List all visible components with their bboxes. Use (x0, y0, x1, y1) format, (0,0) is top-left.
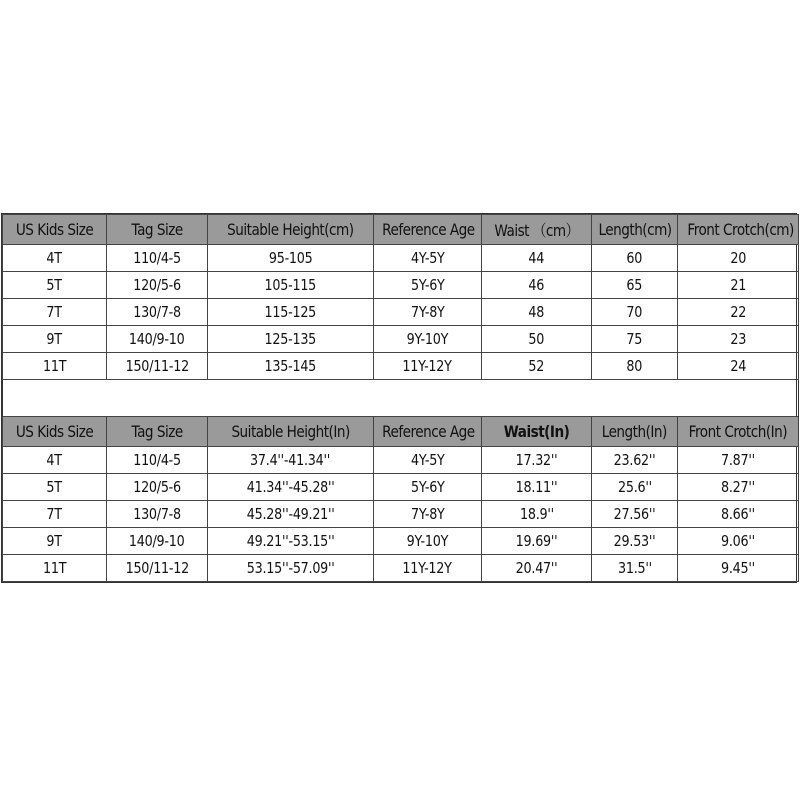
table-cell (678, 299, 799, 326)
cell-value: 9T (46, 532, 63, 550)
cell-value: 19.69'' (515, 532, 558, 550)
table-cell (678, 326, 799, 353)
table-cell (482, 353, 592, 380)
table-cell (678, 272, 799, 299)
table-cell (592, 272, 678, 299)
cell-value: 75 (626, 330, 643, 348)
table-cell (482, 245, 592, 272)
cell-value: 8.66'' (721, 505, 755, 523)
table-cell (107, 353, 208, 380)
column-header (482, 417, 592, 447)
cell-value: 9.45'' (721, 559, 755, 577)
column-header (3, 215, 107, 245)
cell-value: 11T (42, 559, 67, 577)
cell-value: 53.15''-57.09'' (246, 559, 335, 577)
cell-value: 110/4-5 (133, 249, 181, 267)
column-header-label: Waist(In) (503, 422, 570, 441)
cell-value: 22 (730, 303, 746, 321)
column-header (678, 215, 799, 245)
table-cell (208, 555, 374, 582)
table-cell (3, 299, 107, 326)
table-cell (592, 528, 678, 555)
table-cell (3, 326, 107, 353)
column-header (208, 417, 374, 447)
column-header-label: Front Crotch(cm) (687, 220, 794, 239)
cell-value: 11Y-12Y (402, 559, 453, 577)
cell-value: 9.06'' (721, 532, 755, 550)
size-chart (1, 213, 797, 583)
table-cell (208, 299, 374, 326)
table-row (3, 245, 799, 272)
table-cell (107, 326, 208, 353)
table-cell (592, 447, 678, 474)
cell-value: 20.47'' (515, 559, 558, 577)
table-cell (374, 245, 482, 272)
column-header-label: Tag Size (131, 220, 183, 239)
table-cell (592, 555, 678, 582)
table-cell (3, 528, 107, 555)
cm_table-header-row (3, 215, 799, 245)
cell-value: 65 (626, 276, 643, 294)
table-cell (3, 501, 107, 528)
cell-value: 120/5-6 (133, 478, 181, 496)
table-row (3, 528, 799, 555)
table-cell (107, 501, 208, 528)
cell-value: 135-145 (264, 357, 317, 375)
table-cell (374, 299, 482, 326)
cell-value: 11T (42, 357, 67, 375)
cell-value: 29.53'' (613, 532, 656, 550)
table-cell (374, 528, 482, 555)
table-cell (592, 474, 678, 501)
table-cell (208, 272, 374, 299)
table-cell (208, 245, 374, 272)
table-cell (374, 272, 482, 299)
table-cell (3, 474, 107, 501)
column-header (374, 417, 482, 447)
table-cell (107, 299, 208, 326)
cell-value: 70 (626, 303, 643, 321)
cell-value: 60 (626, 249, 643, 267)
table-row (3, 272, 799, 299)
cell-value: 27.56'' (613, 505, 656, 523)
table-row (3, 555, 799, 582)
cell-value: 23 (730, 330, 746, 348)
table-cell (208, 326, 374, 353)
cell-value: 24 (730, 357, 746, 375)
table-cell (3, 272, 107, 299)
column-header-label: US Kids Size (15, 422, 94, 441)
table-cell (482, 501, 592, 528)
column-header (678, 417, 799, 447)
column-header-label: Tag Size (131, 422, 183, 441)
table-cell (107, 245, 208, 272)
column-header-label: Waist （cm） (494, 221, 579, 240)
cell-value: 9T (46, 330, 63, 348)
table-cell (482, 447, 592, 474)
cell-value: 95-105 (268, 249, 313, 267)
cell-value: 23.62'' (613, 451, 656, 469)
size-table (2, 214, 799, 582)
cm-table-body (3, 215, 799, 380)
cell-value: 11Y-12Y (402, 357, 453, 375)
table-cell (592, 299, 678, 326)
table-cell (107, 528, 208, 555)
table-cell (208, 528, 374, 555)
cell-value: 5Y-6Y (410, 478, 445, 496)
cell-value: 46 (528, 276, 545, 294)
table-cell (3, 245, 107, 272)
gap-cell (3, 380, 799, 417)
cell-value: 7Y-8Y (410, 303, 445, 321)
cell-value: 25.6'' (617, 478, 652, 496)
column-header (482, 215, 592, 245)
cell-value: 52 (528, 357, 545, 375)
table-cell (678, 474, 799, 501)
column-header (107, 215, 208, 245)
cell-value: 130/7-8 (133, 505, 181, 523)
cell-value: 18.11'' (515, 478, 558, 496)
cell-value: 5T (46, 478, 63, 496)
cell-value: 17.32'' (515, 451, 558, 469)
table-cell (208, 447, 374, 474)
table-cell (678, 245, 799, 272)
table-row (3, 299, 799, 326)
table-row (3, 474, 799, 501)
table-cell (482, 326, 592, 353)
cell-value: 8.27'' (721, 478, 755, 496)
cell-value: 130/7-8 (133, 303, 181, 321)
table-cell (374, 353, 482, 380)
table-row (3, 353, 799, 380)
table-gap (3, 380, 799, 417)
cell-value: 41.34''-45.28'' (246, 478, 335, 496)
cell-value: 50 (528, 330, 545, 348)
column-header (208, 215, 374, 245)
cell-value: 120/5-6 (133, 276, 181, 294)
cell-value: 4Y-5Y (410, 249, 445, 267)
column-header (107, 417, 208, 447)
in_table-header-row (3, 417, 799, 447)
table-cell (374, 555, 482, 582)
table-cell (208, 474, 374, 501)
cell-value: 4Y-5Y (410, 451, 445, 469)
table-cell (482, 528, 592, 555)
column-header-label: Length(cm) (598, 220, 672, 239)
table-cell (107, 555, 208, 582)
cell-value: 45.28''-49.21'' (246, 505, 335, 523)
table-cell (482, 474, 592, 501)
table-cell (482, 299, 592, 326)
cell-value: 9Y-10Y (406, 330, 449, 348)
table-cell (678, 555, 799, 582)
cell-value: 7Y-8Y (410, 505, 445, 523)
table-cell (107, 272, 208, 299)
inch-table-body (3, 417, 799, 582)
cell-value: 125-135 (264, 330, 317, 348)
column-header-label: Reference Age (382, 422, 475, 441)
table-cell (3, 353, 107, 380)
cell-value: 140/9-10 (129, 330, 185, 348)
cell-value: 18.9'' (519, 505, 554, 523)
cell-value: 5Y-6Y (410, 276, 445, 294)
table-cell (107, 447, 208, 474)
table-cell (208, 501, 374, 528)
table-cell (592, 245, 678, 272)
cell-value: 20 (730, 249, 746, 267)
column-header-label: Reference Age (382, 220, 475, 239)
cell-value: 48 (528, 303, 545, 321)
cell-value: 7.87'' (721, 451, 755, 469)
table-row (3, 326, 799, 353)
column-header-label: Suitable Height(cm) (227, 220, 354, 239)
cell-value: 150/11-12 (125, 559, 189, 577)
table-cell (107, 474, 208, 501)
table-cell (482, 272, 592, 299)
table-cell (592, 501, 678, 528)
table-cell (374, 326, 482, 353)
table-cell (678, 447, 799, 474)
cell-value: 7T (46, 505, 63, 523)
table-cell (482, 555, 592, 582)
column-header (374, 215, 482, 245)
table-cell (678, 501, 799, 528)
table-cell (3, 555, 107, 582)
table-row (3, 447, 799, 474)
cell-value: 7T (46, 303, 63, 321)
cell-value: 5T (46, 276, 63, 294)
cell-value: 44 (528, 249, 545, 267)
cell-value: 4T (46, 249, 63, 267)
cell-value: 150/11-12 (125, 357, 189, 375)
column-header (592, 417, 678, 447)
table-cell (374, 447, 482, 474)
table-cell (592, 353, 678, 380)
cell-value: 31.5'' (617, 559, 652, 577)
table-cell (374, 501, 482, 528)
table-cell (374, 474, 482, 501)
cell-value: 21 (730, 276, 746, 294)
cell-value: 115-125 (264, 303, 317, 321)
table-cell (3, 447, 107, 474)
cell-value: 80 (626, 357, 643, 375)
column-header-label: Suitable Height(In) (231, 422, 350, 441)
cell-value: 4T (46, 451, 63, 469)
column-header-label: Length(In) (601, 422, 668, 441)
column-header-label: Front Crotch(In) (688, 422, 788, 441)
cell-value: 105-115 (264, 276, 317, 294)
column-header-label: US Kids Size (15, 220, 94, 239)
cell-value: 37.4''-41.34'' (250, 451, 331, 469)
column-header (592, 215, 678, 245)
table-cell (208, 353, 374, 380)
cell-value: 110/4-5 (133, 451, 181, 469)
table-cell (678, 528, 799, 555)
table-row (3, 501, 799, 528)
column-header (3, 417, 107, 447)
table-cell (592, 326, 678, 353)
cell-value: 140/9-10 (129, 532, 185, 550)
cell-value: 9Y-10Y (406, 532, 449, 550)
cell-value: 49.21''-53.15'' (246, 532, 335, 550)
table-cell (678, 353, 799, 380)
